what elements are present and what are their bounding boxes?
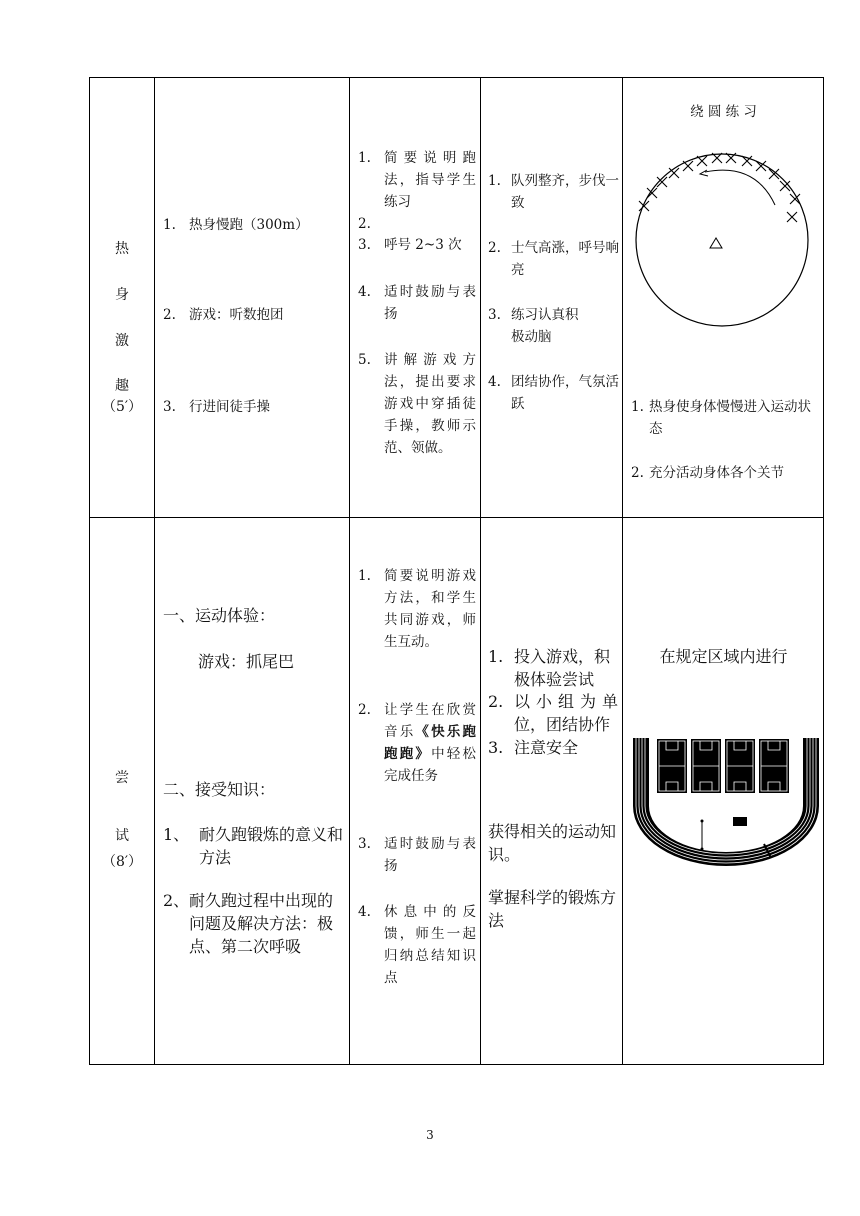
- section-name-char: 激: [115, 333, 129, 349]
- page-number: 3: [426, 1128, 434, 1142]
- section-name-char: 尝: [115, 770, 129, 786]
- section-duration: （5′）: [101, 399, 143, 415]
- content-part1-title: 一、运动体验：: [163, 606, 276, 625]
- row-divider: [90, 517, 823, 518]
- circle-run-diagram: [630, 150, 820, 330]
- content-part1-game: 游戏：抓尾巴: [198, 652, 295, 671]
- section-name-char: 身: [115, 287, 129, 303]
- column-divider: [349, 78, 350, 1064]
- column-divider: [480, 78, 481, 1064]
- lesson-plan-table: 热 身 激 趣 （5′） 1. 热身慢跑（300m） 2. 游戏：听数抱团 3. 行进间徒手操 1. 简要说明跑法，指导学生练习 2. 3. 呼号 2~3 次 4. 适时鼓励与表扬 5. 讲解游戏方法，提出要求游戏中穿插徒手操，教师示范、领做。 1. 队列整齐，步伐一致 2. 士气高涨，呼号响亮 3. 练习认真积极动脑 4. 团结协作，气氛活跃 绕 圆 练 习 1. 热身使身体慢慢进入运动状态 2. 充分活动身体各个关节 尝 试 （8′） 一、运动体验： 游戏：抓尾巴 二、接受知识： 1、 耐久跑锻炼的意义和方法 2、 耐久跑过程中出现的问题及解决方法：极点、第二次呼吸 1. 简要说明游戏方法，和学生共同游戏，师生互动。 2. 让学生在欣赏音乐《快乐跑跑跑》中轻松完成任务 3. 适时鼓励与表扬 4. 休息中的反馈，师生一起归纳总结知识点 1. 投入游戏，积极体验尝试 2. 以小组为单位，团结协作 3. 注意安全 获得相关的运动知识。 掌握科学的锻炼方法 在规定区域内进行: [89, 77, 824, 1065]
- track-field-diagram: [631, 736, 821, 868]
- column-divider: [622, 78, 623, 1064]
- section-duration: （8′）: [101, 854, 143, 870]
- org-title: 在规定区域内进行: [659, 647, 788, 666]
- student-outcome: 获得相关的运动知识。: [488, 822, 617, 864]
- section-name-char: 热: [115, 241, 129, 257]
- org-title: 绕 圆 练 习: [690, 104, 757, 120]
- section-name-char: 趣: [115, 378, 129, 394]
- student-outcome: 掌握科学的锻炼方法: [488, 888, 617, 930]
- content-part2-title: 二、接受知识：: [163, 780, 276, 799]
- section-name-char: 试: [115, 828, 129, 844]
- column-divider: [154, 78, 155, 1064]
